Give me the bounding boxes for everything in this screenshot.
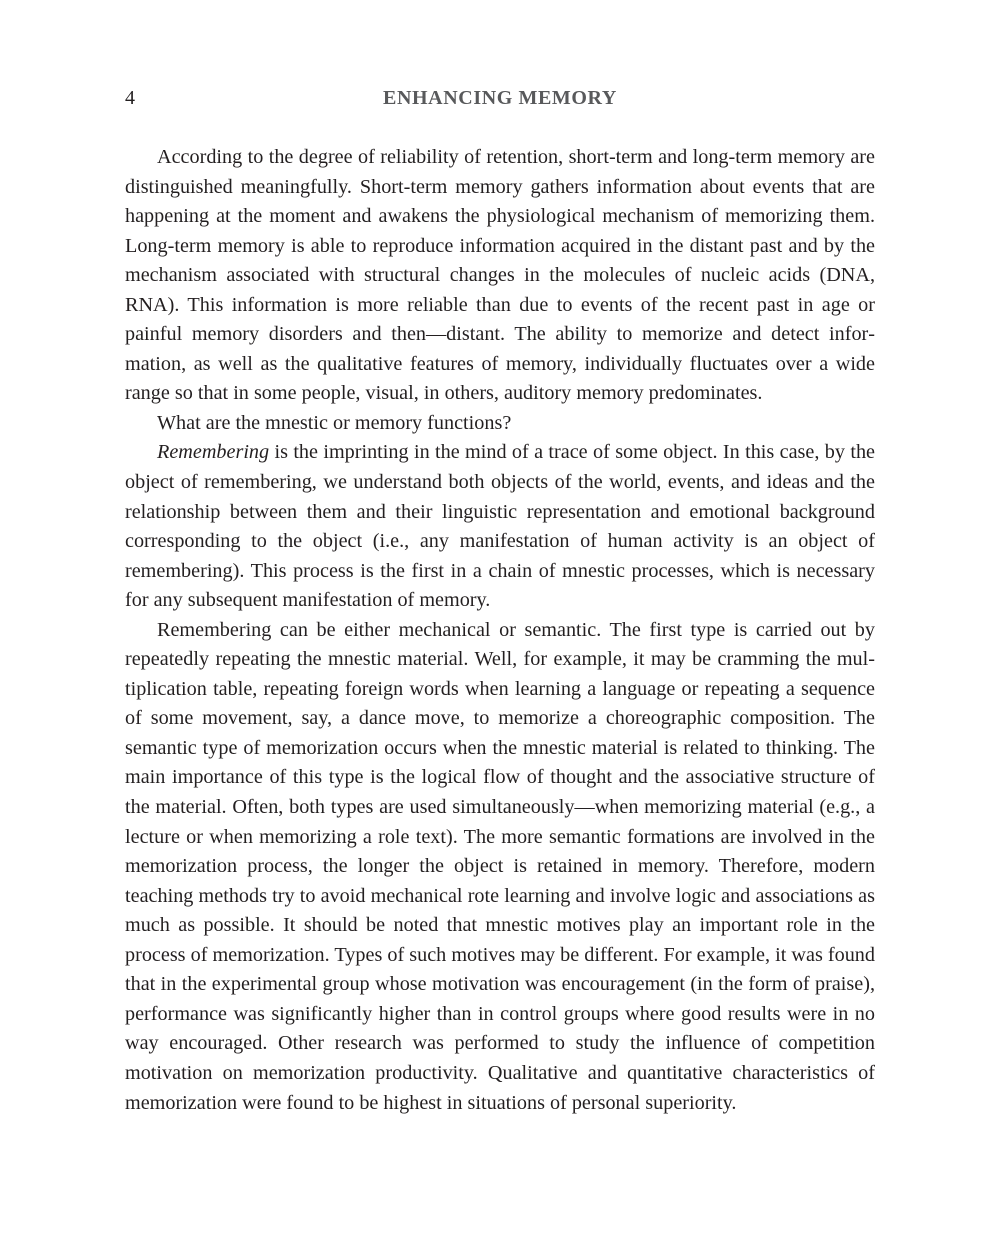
paragraph-remembering-types: Remembering can be either mechanical or semantic. The first type is carried out by repeatedly repeating the mnestic material. Well, for example, it may be cramming the multiplication table, repeating foreign words when learning a language or repeating a sequence of some movement, say, a dance move, to memorize a choreographic composition. The semantic type of memorization occurs when the mnestic material is related to thinking. The main importance of this type is the logical flow of thought and the associative structure of the material. Often, both types are used simultaneously—when memorizing material (e.g., a lecture or when memorizing a role text). The more semantic formations are involved in the memorization process, the longer the object is retained in memory. Therefore, modern teaching methods try to avoid mechanical rote learning and involve logic and associations as much as possible. It should be noted that mnestic motives play an important role in the process of memorization. Types of such motives may be different. For example, it was found that in the experimental group whose motivation was encouragement (in the form of praise), performance was significantly higher than in control groups where good results were in no way encouraged. Other research was performed to study the influence of competition motivation on memorization productivity. Qualitative and quantitative characteristics of memorization were found to be highest in situations of personal superiority.: [125, 618, 875, 1114]
paragraph-remembering-definition: [125, 438, 875, 615]
running-head: [125, 84, 875, 112]
italic-term: Remembering: [157, 441, 270, 464]
running-title: ENHANCING MEMORY: [383, 87, 617, 109]
page-number: 4: [125, 87, 135, 109]
body-text: [125, 143, 875, 1118]
paragraph-question: What are the mnestic or memory functions?: [157, 411, 512, 434]
paragraph-memory-types: According to the degree of reliability of retention, short-term and long-term memory are distinguished meaningfully. Short-term memory gathers information about events that are happening at the moment and awakens the physiological mechanism of memorizing them. Long-term memory is able to reproduce information acquired in the distant past and by the mechanism associated with structural changes in the molecules of nucleic acids (DNA, RNA). This information is more reliable than due to events of the recent past in age or painful memory disorders and then—distant. The ability to memorize and detect information, as well as the qualitative features of memory, individually fluctuates over a wide range so that in some people, visual, in others, auditory memory predominates.: [125, 146, 875, 405]
paragraph-remembering-text: is the imprinting in the mind of a trace of some object. In this case, by the object of remembering, we understand both objects of the world, events, and ideas and the relationship between them and their linguistic representation and emotional background corresponding to the object (i.e., any manifestation of human activity is an object of remembering). This process is the first in a chain of mnestic processes, which is necessary for any subsequent manifestation of memory.: [125, 441, 875, 612]
